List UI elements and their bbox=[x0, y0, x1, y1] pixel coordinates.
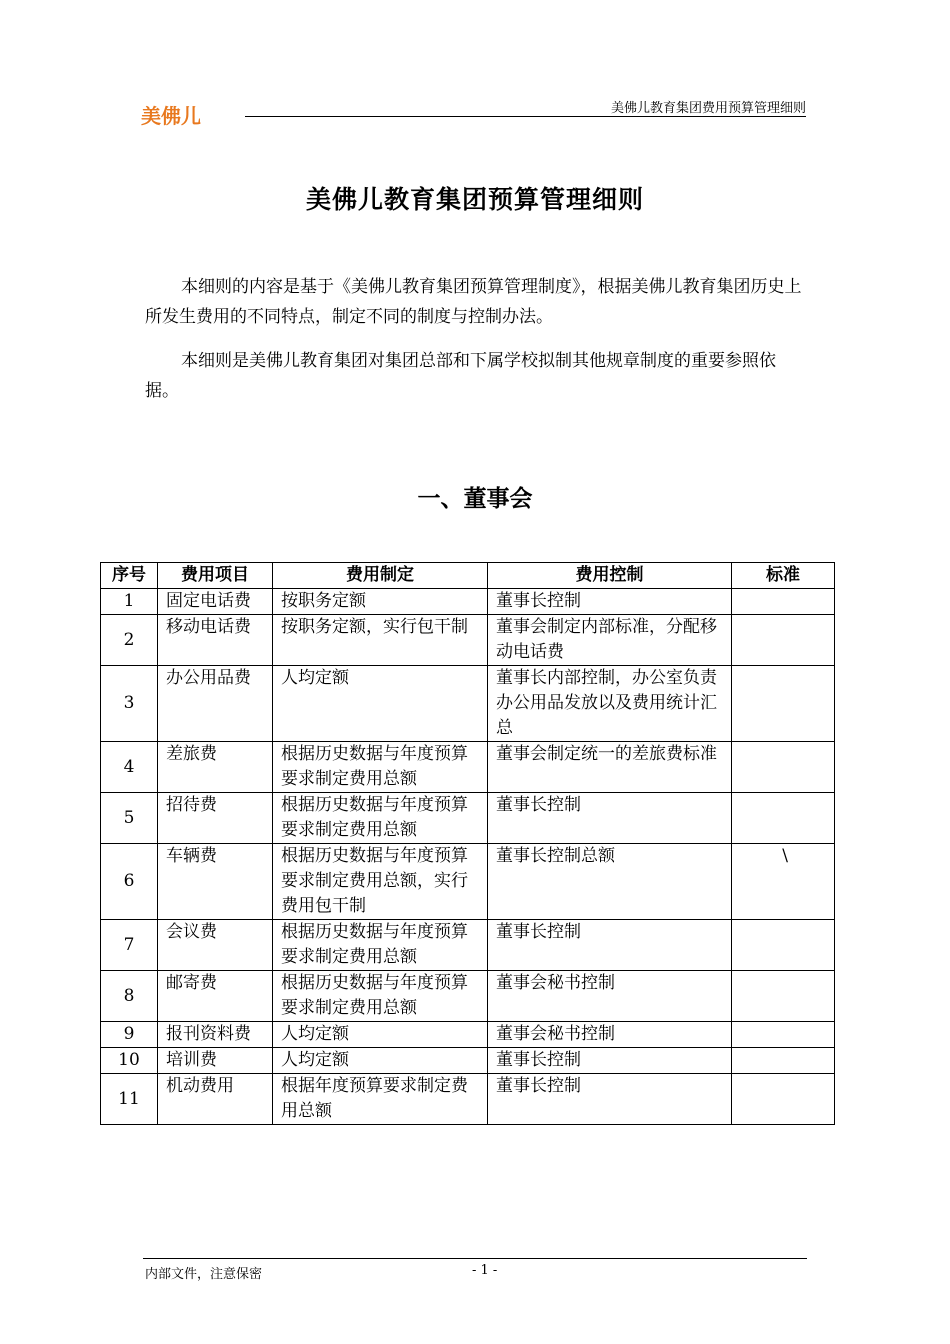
cell-control: 董事会秘书控制 bbox=[488, 1022, 732, 1048]
cell-setting: 根据历史数据与年度预算要求制定费用总额 bbox=[273, 971, 488, 1022]
cell-item: 邮寄费 bbox=[158, 971, 273, 1022]
cell-index: 10 bbox=[101, 1048, 158, 1074]
table-row bbox=[101, 589, 835, 615]
cell-standard bbox=[732, 1022, 835, 1048]
header-setting: 费用制定 bbox=[273, 563, 488, 589]
cell-item: 固定电话费 bbox=[158, 589, 273, 615]
cell-standard bbox=[732, 666, 835, 742]
cell-setting: 根据历史数据与年度预算要求制定费用总额 bbox=[273, 742, 488, 793]
header-title: 美佛儿教育集团费用预算管理细则 bbox=[610, 101, 806, 116]
cell-standard bbox=[732, 920, 835, 971]
cell-index: 3 bbox=[101, 666, 158, 742]
cell-index: 2 bbox=[101, 615, 158, 666]
cell-index: 11 bbox=[101, 1074, 158, 1125]
cell-control: 董事会制定统一的差旅费标准 bbox=[488, 742, 732, 793]
page-number: - 1 - bbox=[472, 1263, 498, 1278]
table-row bbox=[101, 1022, 835, 1048]
cell-setting: 根据历史数据与年度预算要求制定费用总额 bbox=[273, 793, 488, 844]
table-header-row bbox=[101, 563, 835, 589]
table-row bbox=[101, 1074, 835, 1125]
header-index: 序号 bbox=[101, 563, 158, 589]
logo-text: 美佛儿 bbox=[141, 105, 201, 127]
cell-index: 5 bbox=[101, 793, 158, 844]
document-title: 美佛儿教育集团预算管理细则 bbox=[305, 185, 644, 214]
table-row bbox=[101, 666, 835, 742]
footer-divider bbox=[143, 1258, 807, 1259]
cell-item: 车辆费 bbox=[158, 844, 273, 920]
cell-setting: 人均定额 bbox=[273, 1048, 488, 1074]
header-standard: 标准 bbox=[732, 563, 835, 589]
cell-index: 1 bbox=[101, 589, 158, 615]
cell-item: 移动电话费 bbox=[158, 615, 273, 666]
header-divider bbox=[245, 116, 806, 117]
cell-setting: 根据历史数据与年度预算要求制定费用总额，实行费用包干制 bbox=[273, 844, 488, 920]
table-row bbox=[101, 844, 835, 920]
cell-standard bbox=[732, 971, 835, 1022]
header-control: 费用控制 bbox=[488, 563, 732, 589]
cell-item: 报刊资料费 bbox=[158, 1022, 273, 1048]
cell-control: 董事长控制 bbox=[488, 589, 732, 615]
table-row bbox=[101, 1048, 835, 1074]
cell-setting: 按职务定额 bbox=[273, 589, 488, 615]
cell-standard bbox=[732, 615, 835, 666]
cell-index: 6 bbox=[101, 844, 158, 920]
cell-index: 4 bbox=[101, 742, 158, 793]
cell-standard bbox=[732, 1048, 835, 1074]
section-title: 一、董事会 bbox=[417, 485, 533, 512]
cell-control: 董事长控制总额 bbox=[488, 844, 732, 920]
cell-standard bbox=[732, 1074, 835, 1125]
header-item: 费用项目 bbox=[158, 563, 273, 589]
cell-standard bbox=[732, 793, 835, 844]
cell-item: 会议费 bbox=[158, 920, 273, 971]
intro-paragraph-2: 本细则是美佛儿教育集团对集团总部和下属学校拟制其他规章制度的重要参照依据。 bbox=[145, 351, 776, 401]
cell-control: 董事长控制 bbox=[488, 1074, 732, 1125]
cell-standard bbox=[732, 742, 835, 793]
table-row bbox=[101, 793, 835, 844]
cell-standard bbox=[732, 589, 835, 615]
cell-standard: \ bbox=[732, 844, 835, 920]
footer-confidential: 内部文件，注意保密 bbox=[145, 1267, 263, 1282]
cell-index: 9 bbox=[101, 1022, 158, 1048]
cell-index: 8 bbox=[101, 971, 158, 1022]
table-row bbox=[101, 971, 835, 1022]
cell-index: 7 bbox=[101, 920, 158, 971]
cell-control: 董事会制定内部标准，分配移动电话费 bbox=[488, 615, 732, 666]
cell-item: 培训费 bbox=[158, 1048, 273, 1074]
cell-control: 董事长内部控制，办公室负责办公用品发放以及费用统计汇总 bbox=[488, 666, 732, 742]
cell-control: 董事长控制 bbox=[488, 920, 732, 971]
table-row bbox=[101, 615, 835, 666]
cell-setting: 根据年度预算要求制定费用总额 bbox=[273, 1074, 488, 1125]
cell-setting: 人均定额 bbox=[273, 1022, 488, 1048]
cell-item: 差旅费 bbox=[158, 742, 273, 793]
company-logo bbox=[141, 105, 259, 127]
cell-setting: 根据历史数据与年度预算要求制定费用总额 bbox=[273, 920, 488, 971]
cell-item: 招待费 bbox=[158, 793, 273, 844]
table-row bbox=[101, 742, 835, 793]
table-row bbox=[101, 920, 835, 971]
cell-control: 董事长控制 bbox=[488, 1048, 732, 1074]
fee-table bbox=[100, 562, 835, 1125]
cell-setting: 按职务定额，实行包干制 bbox=[273, 615, 488, 666]
cell-item: 机动费用 bbox=[158, 1074, 273, 1125]
cell-control: 董事长控制 bbox=[488, 793, 732, 844]
cell-setting: 人均定额 bbox=[273, 666, 488, 742]
cell-item: 办公用品费 bbox=[158, 666, 273, 742]
cell-control: 董事会秘书控制 bbox=[488, 971, 732, 1022]
intro-paragraph-1: 本细则的内容是基于《美佛儿教育集团预算管理制度》，根据美佛儿教育集团历史上所发生费用的不同特点，制定不同的制度与控制办法。 bbox=[145, 277, 802, 327]
